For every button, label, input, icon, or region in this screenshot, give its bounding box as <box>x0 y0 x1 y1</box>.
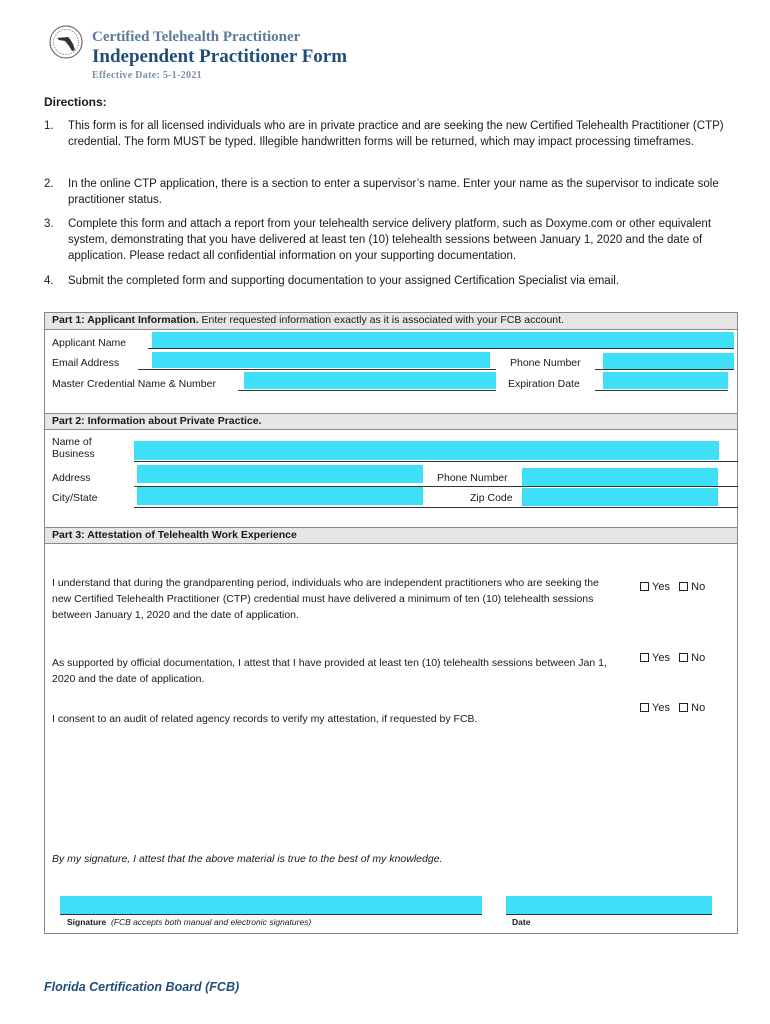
direction-text: In the online CTP application, there is a section to enter a supervisor’s name. Enter your name as the supervisor to indicate sole practitioner status. <box>68 178 719 206</box>
phone-label: Phone Number <box>510 357 581 369</box>
email-underline <box>138 369 496 370</box>
fcb-logo-icon <box>48 24 84 60</box>
address-field[interactable] <box>137 465 423 483</box>
no-label: No <box>691 652 706 664</box>
credential-label: Master Credential Name & Number <box>52 378 216 390</box>
footer-org: Florida Certification Board (FCB) <box>44 980 240 994</box>
part3-header <box>45 527 737 544</box>
credential-field[interactable] <box>244 372 496 389</box>
form-frame <box>44 312 738 934</box>
credential-underline <box>238 390 496 391</box>
direction-text: Complete this form and attach a report from your telehealth service delivery platform, such as Doxyme.com or other equivalent system, demonstrating that you have delivered at least ten (10) telehealth sessions between January 1, 2020 and the date of application. Please redact all confidential information on your supporting documentation. <box>68 218 712 262</box>
directions-heading: Directions: <box>44 95 107 109</box>
business-phone-field[interactable] <box>522 468 718 486</box>
direction-item <box>44 118 744 150</box>
zip-label: Zip Code <box>470 492 513 504</box>
applicant-name-field[interactable] <box>152 332 734 348</box>
date-underline <box>506 914 712 915</box>
business-name-field[interactable] <box>134 441 719 460</box>
signature-label-text: Signature <box>67 917 107 927</box>
city-state-field[interactable] <box>137 487 423 505</box>
city-label: City/State <box>52 492 98 504</box>
yes-label: Yes <box>652 702 670 714</box>
part2-header <box>45 413 737 430</box>
form-title: Independent Practitioner Form <box>92 46 348 67</box>
direction-number: 1. <box>44 120 54 132</box>
phone-underline <box>595 369 734 370</box>
applicant-name-underline <box>148 348 734 349</box>
yes-no-group-1 <box>640 581 705 593</box>
expiration-label: Expiration Date <box>508 378 580 390</box>
direction-item <box>44 273 744 289</box>
yes-no-group-2 <box>640 652 705 664</box>
expiration-underline <box>595 390 728 391</box>
attestation-statement-3: I consent to an audit of related agency records to verify my attestation, if requested by FCB. <box>52 713 478 725</box>
yes-label: Yes <box>652 581 670 593</box>
no-checkbox-2[interactable] <box>679 653 688 662</box>
phone-field[interactable] <box>603 353 734 369</box>
attestation-statement-1: I understand that during the grandparenting period, individuals who are independent practitioners who are seeking the new Certified Telehealth Practitioner (CTP) credential must have delivered a minimum of ten (10) telehealth sessions between January 1, 2020 and the date of application. <box>52 577 599 621</box>
direction-number: 3. <box>44 218 54 230</box>
signature-label <box>67 917 311 927</box>
yes-checkbox-2[interactable] <box>640 653 649 662</box>
business-label <box>52 436 95 460</box>
yes-label: Yes <box>652 652 670 664</box>
part1-header <box>45 313 737 330</box>
direction-number: 4. <box>44 275 54 287</box>
direction-text: Submit the completed form and supporting documentation to your assigned Certification Specialist via email. <box>68 275 620 287</box>
attestation-text: By my signature, I attest that the above material is true to the best of my knowledge. <box>52 853 443 865</box>
signature-note: (FCB accepts both manual and electronic signatures) <box>110 917 312 927</box>
no-label: No <box>691 702 706 714</box>
expiration-field[interactable] <box>603 372 728 389</box>
signature-field[interactable] <box>60 896 482 914</box>
direction-number: 2. <box>44 178 54 190</box>
business-label-line2: Business <box>52 448 95 460</box>
date-field[interactable] <box>506 896 712 914</box>
email-field[interactable] <box>152 352 490 368</box>
part3-title: Part 3: Attestation of Telehealth Work Experience <box>52 529 297 541</box>
yes-checkbox-3[interactable] <box>640 703 649 712</box>
no-label: No <box>691 581 706 593</box>
no-checkbox-1[interactable] <box>679 582 688 591</box>
business-underline <box>134 461 738 462</box>
direction-text: This form is for all licensed individuals who are in private practice and are seeking the new Certified Telehealth Practitioner (CTP) credential. The form MUST be typed. Illegible handwritten forms will be returned, which may impact processing timeframes. <box>68 120 724 148</box>
part1-title: Part 1: Applicant Information. <box>52 314 199 326</box>
attestation-statement-2: As supported by official documentation, I attest that I have provided at least ten (10) telehealth sessions between Jan 1, 2020 and the date of application. <box>52 657 607 685</box>
yes-checkbox-1[interactable] <box>640 582 649 591</box>
business-phone-label: Phone Number <box>437 472 508 484</box>
direction-item <box>44 176 744 208</box>
part2-title: Part 2: Information about Private Practice. <box>52 415 262 427</box>
business-label-line1: Name of <box>52 436 92 448</box>
date-label: Date <box>512 917 531 927</box>
form-subtitle: Certified Telehealth Practitioner <box>92 29 301 45</box>
applicant-name-label: Applicant Name <box>52 337 127 349</box>
address-label: Address <box>52 472 91 484</box>
city-underline <box>134 507 738 508</box>
effective-date: Effective Date: 5-1-2021 <box>92 70 202 81</box>
zip-field[interactable] <box>522 488 718 506</box>
part1-instruction: Enter requested information exactly as it is associated with your FCB account. <box>198 314 564 326</box>
direction-item <box>44 216 744 264</box>
yes-no-group-3 <box>640 702 705 714</box>
no-checkbox-3[interactable] <box>679 703 688 712</box>
signature-underline <box>60 914 482 915</box>
email-label: Email Address <box>52 357 120 369</box>
